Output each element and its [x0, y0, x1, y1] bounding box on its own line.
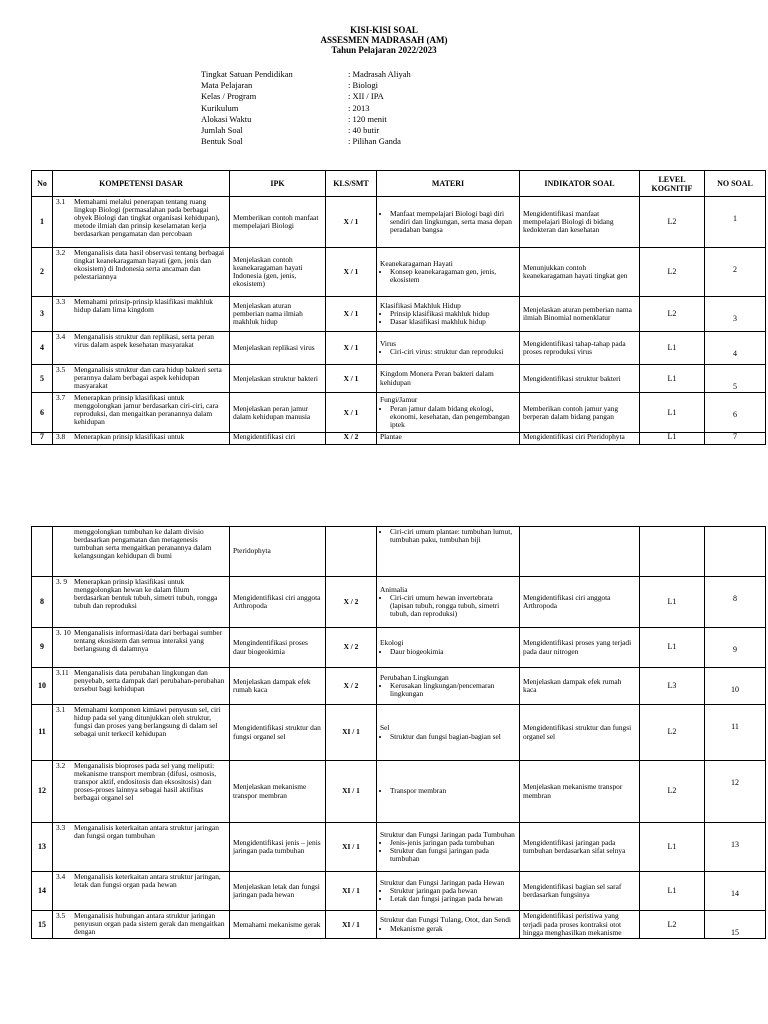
row-number: 11	[32, 705, 53, 761]
indikator-cell: Mengidentifikasi jaringan pada tumbuhan berdasarkan sifat selnya	[520, 823, 640, 872]
row-number: 7	[32, 433, 53, 445]
materi-list	[380, 648, 516, 656]
row-number: 9	[32, 628, 53, 668]
materi-item: • Peran jamur dalam bidang ekologi, ekonomi, kesehatan, dan pengembangan iptek	[390, 405, 516, 429]
table-row	[32, 628, 766, 668]
ipk-cell: Mengidentifikasi struktur dan fungsi organel sel	[230, 705, 326, 761]
materi-cell	[377, 705, 520, 761]
indikator-cell: Mengidentifikasi struktur dan fungsi organel sel	[520, 705, 640, 761]
table-row	[32, 577, 766, 628]
meta-row	[201, 91, 411, 102]
materi-title: Keanekaragaman Hayati	[380, 258, 453, 268]
meta-label: Tingkat Satuan Pendidikan	[201, 69, 293, 79]
no-soal-cell: 14	[705, 872, 766, 911]
materi-item: • Manfaat mempelajari Biologi bagi diri sendiri dan lingkungan, serta masa depan peradaban bangsa	[390, 210, 516, 234]
kd-text: Memahami melalui penerapan tentang ruang lingkup Biologi (permasalahan pada berbagai obyek Biologi dan tingkat organisasi kehidupan), metode ilmiah dan prinsip keselamatan kerja berdasarkan pengamatan dan percobaan	[74, 197, 220, 239]
table-row	[32, 668, 766, 705]
doc-subtitle: ASSESMEN MADRASAH (AM)	[320, 35, 448, 45]
kompetensi-dasar-cell	[53, 527, 230, 577]
kd-number: 3.5	[56, 911, 66, 920]
level-kognitif-cell: L1	[640, 823, 705, 872]
kls-smt-cell: XI / 1	[326, 705, 377, 761]
level-kognitif-cell: L2	[640, 197, 705, 248]
kompetensi-dasar-cell	[53, 872, 230, 911]
meta-label: Alokasi Waktu	[201, 113, 252, 124]
row-number: 15	[32, 911, 53, 939]
no-soal-cell: 11	[705, 705, 766, 761]
ipk-cell: Mengidentifikasi ciri	[230, 433, 326, 445]
level-kognitif-cell: L1	[640, 577, 705, 628]
no-soal-cell	[705, 527, 766, 577]
indikator-cell: Menjelaskan mekanisme transpor membran	[520, 761, 640, 823]
kls-smt-cell: XI / 1	[326, 823, 377, 872]
ipk-cell: Mengindentifikasi proses daur biogeokimia	[230, 628, 326, 668]
col-no: No	[32, 171, 53, 197]
materi-list	[380, 839, 516, 863]
level-kognitif-cell: L1	[640, 872, 705, 911]
materi-title: Perubahan Lingkungan	[380, 672, 449, 682]
materi-title: Struktur dan Fungsi Jaringan pada Hewan	[380, 877, 505, 887]
kls-smt-cell: X / 1	[326, 393, 377, 433]
doc-title: KISI-KISI SOAL	[350, 25, 418, 35]
meta-value: : 40 butir	[348, 125, 380, 136]
meta-value: : 2013	[348, 102, 370, 113]
col-materi: MATERI	[377, 171, 520, 197]
meta-label: Mata Pelajaran	[201, 80, 253, 91]
level-kognitif-cell: L2	[640, 248, 705, 297]
materi-item: • Letak dan fungsi jaringan pada hewan	[390, 895, 516, 903]
materi-cell	[377, 197, 520, 248]
materi-list	[380, 268, 516, 284]
materi-list	[380, 787, 516, 795]
kd-text: Menganalisis struktur dan cara hidup bakteri serta perannya dalam berbagai aspek kehidupan masyarakat	[74, 365, 222, 391]
kompetensi-dasar-cell	[53, 332, 230, 365]
ipk-cell: Menjelaskan contoh keanekaragaman hayati Indonesia (gen, jenis, ekosistem)	[230, 248, 326, 297]
materi-cell	[377, 577, 520, 628]
row-number: 2	[32, 248, 53, 297]
indikator-cell: Menjelaskan dampak efek rumah kaca	[520, 668, 640, 705]
ipk-cell: Menjelaskan replikasi virus	[230, 332, 326, 365]
table-row	[32, 823, 766, 872]
meta-label: Kelas / Program	[201, 91, 257, 102]
row-number	[32, 527, 53, 577]
level-kognitif-cell: L1	[640, 628, 705, 668]
kd-text: Menganalisis bioproses pada sel yang meliputi: mekanisme transport membran (difusi, osmosis, transpor aktif, endositosis dan eksositosis) dan proses-proses lainnya sebagai hasil aktifitas berbagai organel sel	[74, 761, 217, 803]
kd-text: Menerapkan prinsip klasifikasi untuk menggolongkan jamur berdasarkan ciri-ciri, cara reproduksi, dan mengaitkan peranannya dalam kehidupan	[74, 393, 219, 427]
no-soal-cell: 4	[705, 332, 766, 365]
ipk-cell: Menjelaskan peran jamur dalam kehidupan manusia	[230, 393, 326, 433]
kd-number: 3.1	[56, 705, 66, 714]
kls-smt-cell	[326, 527, 377, 577]
meta-label: Jumlah Soal	[201, 125, 243, 136]
materi-list	[380, 348, 516, 356]
table-row	[32, 365, 766, 393]
indikator-cell: Mengidentifikasi ciri Pteridophyta	[520, 433, 640, 445]
materi-item: • Konsep keanekaragaman gen, jenis, ekosistem	[390, 268, 516, 284]
level-kognitif-cell: L2	[640, 761, 705, 823]
no-soal-cell: 5	[705, 365, 766, 393]
indikator-cell: Menunjukkan contoh keanekaragaman hayati tingkat gen	[520, 248, 640, 297]
kd-number: 3.2	[56, 248, 66, 257]
materi-cell	[377, 823, 520, 872]
materi-list	[380, 594, 516, 618]
materi-list	[380, 210, 516, 234]
indikator-cell: Mengidentifikasi manfaat mempelajari Biologi di bidang kedokteran dan kesehatan	[520, 197, 640, 248]
no-soal-cell: 1	[705, 197, 766, 248]
table-row	[32, 705, 766, 761]
meta-row	[201, 114, 411, 125]
col-kompetensi-dasar: KOMPETENSI DASAR	[53, 171, 230, 197]
meta-label: Bentuk Soal	[201, 136, 243, 147]
materi-list	[380, 682, 516, 698]
kls-smt-cell: XI / 1	[326, 911, 377, 939]
col-no-soal: NO SOAL	[705, 171, 766, 197]
materi-cell	[377, 872, 520, 911]
indikator-cell: Mengidentifikasi bagian sel saraf berdasarkan fungsinya	[520, 872, 640, 911]
materi-item: • Kerusakan lingkungan/pencemaran lingkungan	[390, 682, 516, 698]
meta-value: : Madrasah Aliyah	[348, 69, 411, 79]
no-soal-cell: 9	[705, 628, 766, 668]
kd-number: 3. 9	[56, 577, 68, 586]
kompetensi-dasar-cell	[53, 628, 230, 668]
ipk-cell: Menjelaskan dampak efek rumah kaca	[230, 668, 326, 705]
materi-item: • Jenis-jenis jaringan pada tumbuhan	[390, 839, 516, 847]
row-number: 4	[32, 332, 53, 365]
level-kognitif-cell: L1	[640, 332, 705, 365]
ipk-cell: Memahami mekanisme gerak	[230, 911, 326, 939]
kd-text: Menganalisis struktur dan replikasi, serta peran virus dalam aspek kesehatan masyarakat	[74, 332, 214, 350]
materi-item: • Mekanisme gerak	[390, 925, 516, 933]
indikator-cell: Memberikan contoh jamur yang berperan dalam bidang pangan	[520, 393, 640, 433]
kls-smt-cell: X / 2	[326, 433, 377, 445]
kd-text: Memahami prinsip-prinsip klasifikasi makhluk hidup dalam lima kingdom	[74, 297, 213, 315]
ipk-cell: Menjelaskan aturan pemberian nama ilmiah makhluk hidup	[230, 297, 326, 332]
materi-title: Struktur dan Fungsi Tulang, Otot, dan Sendi	[380, 915, 511, 925]
kompetensi-dasar-cell	[53, 705, 230, 761]
materi-list	[380, 405, 516, 429]
materi-title: Virus	[380, 338, 396, 348]
row-number: 8	[32, 577, 53, 628]
materi-item: • Ciri-ciri virus: struktur dan reproduksi	[390, 348, 516, 356]
kompetensi-dasar-cell	[53, 761, 230, 823]
materi-cell	[377, 628, 520, 668]
meta-value: : 120 menit	[348, 113, 387, 124]
row-number: 3	[32, 297, 53, 332]
materi-list	[380, 733, 516, 741]
kls-smt-cell: X / 2	[326, 628, 377, 668]
row-number: 10	[32, 668, 53, 705]
indikator-cell: Mengidentifikasi peristiwa yang terjadi pada proses kontraksi otot hingga menghasilkan mekanisme	[520, 911, 640, 939]
kompetensi-dasar-cell	[53, 577, 230, 628]
indikator-cell: Mengidentifikasi struktur bakteri	[520, 365, 640, 393]
materi-list	[380, 528, 516, 544]
kd-text: menggolongkan tumbuhan ke dalam divisio berdasarkan pengamatan dan metagenesis tumbuhan serta mengaitkan peranannya dalam kelangsungan kehidupan di bumi	[74, 527, 212, 561]
meta-value: : Biologi	[348, 80, 378, 91]
kd-number: 3. 10	[56, 628, 71, 637]
level-kognitif-cell: L3	[640, 668, 705, 705]
kls-smt-cell: X / 1	[326, 248, 377, 297]
kd-number: 3.4	[56, 872, 66, 881]
materi-cell	[377, 911, 520, 939]
ipk-cell: Memberikan contoh manfaat mempelajari Biologi	[230, 197, 326, 248]
materi-title: Animalia	[380, 584, 408, 594]
table-row	[32, 761, 766, 823]
meta-label: Kurikulum	[201, 102, 239, 113]
kompetensi-dasar-cell	[53, 248, 230, 297]
meta-row	[201, 80, 411, 91]
materi-title: Struktur dan Fungsi Jaringan pada Tumbuhan	[380, 829, 515, 839]
no-soal-cell: 12	[705, 761, 766, 823]
materi-title: Kingdom Monera Peran bakteri dalam kehidupan	[380, 369, 494, 387]
no-soal-cell: 7	[705, 433, 766, 445]
level-kognitif-cell: L1	[640, 393, 705, 433]
materi-cell	[377, 527, 520, 577]
ipk-cell: Menjelaskan letak dan fungsi jaringan pada hewan	[230, 872, 326, 911]
kls-smt-cell: X / 1	[326, 297, 377, 332]
row-number: 13	[32, 823, 53, 872]
meta-row	[201, 125, 411, 136]
kompetensi-dasar-cell	[53, 433, 230, 445]
kls-smt-cell: X / 2	[326, 577, 377, 628]
materi-item: • Daur biogeokimia	[390, 648, 516, 656]
materi-title: Klasifikasi Makhluk Hidup	[380, 300, 461, 310]
kd-text: Menganalisis informasi/data dari berbagai sumber tentang ekosistem dan semua interaksi yang berlangsung di dalamnya	[74, 628, 223, 654]
row-number: 5	[32, 365, 53, 393]
materi-title: Sel	[380, 723, 390, 733]
kd-text: Menerapkan prinsip klasifikasi untuk menggolongkan hewan ke dalam filum berdasarkan bentuk tubuh, simetri tubuh, rongga tubuh dan reproduksi	[74, 577, 218, 611]
kd-text: Memahami komponen kimiawi penyusun sel, ciri hidup pada sel yang ditunjukkan oleh struktur, fungsi dan proses yang berlangsung di dalam sel sebagai unit terkecil kehidupan	[74, 705, 221, 739]
materi-title: Fungi/Jamur	[380, 395, 418, 405]
kls-smt-cell: X / 1	[326, 197, 377, 248]
materi-item: • Struktur jaringan pada hewan	[390, 887, 516, 895]
level-kognitif-cell: L1	[640, 433, 705, 445]
no-soal-cell: 2	[705, 248, 766, 297]
meta-value: : XII / IPA	[348, 91, 384, 102]
no-soal-cell: 6	[705, 393, 766, 433]
table-row	[32, 332, 766, 365]
materi-cell	[377, 668, 520, 705]
kd-text: Menganalisis hubungan antara struktur jaringan penyusun organ pada sistem gerak dan mengaitkan dengan	[74, 911, 225, 937]
kd-text: Menganalisis keterkaitan antara struktur jaringan, letak dan fungsi organ pada hewan	[74, 872, 221, 890]
level-kognitif-cell	[640, 527, 705, 577]
indikator-cell: Mengidentifikasi tahap-tahap pada proses reproduksi virus	[520, 332, 640, 365]
table-row	[32, 248, 766, 297]
level-kognitif-cell: L2	[640, 297, 705, 332]
materi-list	[380, 310, 516, 326]
materi-title: Ekologi	[380, 638, 404, 648]
materi-cell	[377, 761, 520, 823]
row-number: 14	[32, 872, 53, 911]
materi-item: • Ciri-ciri umum plantae: tumbuhan lumut, tumbuhan paku, tumbuhan biji	[390, 528, 516, 544]
ipk-cell: Mengidentifikasi ciri anggota Arthropoda	[230, 577, 326, 628]
kompetensi-dasar-cell	[53, 393, 230, 433]
materi-item: • Prinsip klasifikasi makhluk hidup	[390, 310, 516, 318]
meta-value: : Pilihan Ganda	[348, 136, 401, 147]
kd-text: Menganalisis keterkaitan antara struktur jaringan dan fungsi organ tumbuhan	[74, 823, 219, 841]
table-row	[32, 911, 766, 939]
kompetensi-dasar-cell	[53, 365, 230, 393]
materi-cell	[377, 297, 520, 332]
kompetensi-dasar-cell	[53, 297, 230, 332]
no-soal-cell: 8	[705, 577, 766, 628]
materi-title: Plantae	[380, 432, 402, 442]
kls-smt-cell: XI / 1	[326, 761, 377, 823]
ipk-cell: Pteridophyta	[230, 527, 326, 577]
kd-number: 3.1	[56, 197, 66, 206]
table-row-continuation	[32, 527, 766, 577]
materi-item: • Struktur dan fungsi jaringan pada tumbuhan	[390, 847, 516, 863]
col-kls-smt: KLS/SMT	[326, 171, 377, 197]
kls-smt-cell: X / 2	[326, 668, 377, 705]
ipk-cell: Menjelaskan mekanisme transpor membran	[230, 761, 326, 823]
no-soal-cell: 10	[705, 668, 766, 705]
ipk-cell: Menjelaskan struktur bakteri	[230, 365, 326, 393]
kisi-kisi-table-page-2	[31, 526, 766, 939]
col-indikator-soal: INDIKATOR SOAL	[520, 171, 640, 197]
table-row	[32, 872, 766, 911]
kd-number: 3.2	[56, 761, 66, 770]
meta-row	[201, 136, 411, 147]
row-number: 6	[32, 393, 53, 433]
materi-cell	[377, 365, 520, 393]
materi-cell	[377, 393, 520, 433]
kls-smt-cell: XI / 1	[326, 872, 377, 911]
kd-number: 3.5	[56, 365, 66, 374]
document-meta	[201, 69, 411, 147]
table-row	[32, 297, 766, 332]
col-ipk: IPK	[230, 171, 326, 197]
meta-row	[201, 69, 411, 80]
kompetensi-dasar-cell	[53, 197, 230, 248]
materi-list	[380, 887, 516, 903]
ipk-cell: Mengidentifikasi jenis – jenis jaringan pada tumbuhan	[230, 823, 326, 872]
indikator-cell	[520, 527, 640, 577]
school-year: Tahun Pelajaran 2022/2023	[331, 45, 437, 55]
kd-number: 3.3	[56, 297, 66, 306]
kompetensi-dasar-cell	[53, 911, 230, 939]
kd-text: Menerapkan prinsip klasifikasi untuk	[74, 432, 185, 442]
materi-cell	[377, 248, 520, 297]
indikator-cell: Mengidentifikasi proses yang terjadi pada daur nitrogen	[520, 628, 640, 668]
indikator-cell: Mengidentifikasi ciri anggota Arthropoda	[520, 577, 640, 628]
materi-cell	[377, 433, 520, 445]
kd-number: 3.8	[56, 432, 66, 442]
kompetensi-dasar-cell	[53, 668, 230, 705]
kd-number: 3.7	[56, 393, 66, 403]
no-soal-cell: 13	[705, 823, 766, 872]
materi-cell	[377, 332, 520, 365]
indikator-cell: Menjelaskan aturan pemberian nama ilmiah Binomial nomenklatur	[520, 297, 640, 332]
table-row	[32, 433, 766, 445]
table-header-row	[32, 171, 766, 197]
row-number: 1	[32, 197, 53, 248]
materi-item: • Ciri-ciri umum hewan invertebrata (lapisan tubuh, rongga tubuh, simetri tubuh, dan reproduksi)	[390, 594, 516, 618]
level-kognitif-cell: L1	[640, 365, 705, 393]
level-kognitif-cell: L2	[640, 705, 705, 761]
materi-list	[380, 925, 516, 933]
kd-text: Menganalisis data perubahan lingkungan dan penyebab, serta dampak dari perubahan-perubahan tersebut bagi kehidupan	[74, 668, 225, 694]
kd-number: 3.11	[56, 668, 69, 677]
materi-item: • Struktur dan fungsi bagian-bagian sel	[390, 733, 516, 741]
kls-smt-cell: X / 1	[326, 365, 377, 393]
kd-number: 3.4	[56, 332, 66, 341]
no-soal-cell: 15	[705, 911, 766, 939]
kd-number: 3.3	[56, 823, 66, 832]
level-kognitif-cell: L2	[640, 911, 705, 939]
table-row	[32, 197, 766, 248]
row-number: 12	[32, 761, 53, 823]
meta-row	[201, 103, 411, 114]
kls-smt-cell: X / 1	[326, 332, 377, 365]
table-row	[32, 393, 766, 433]
kompetensi-dasar-cell	[53, 823, 230, 872]
kd-text: Menganalisis data hasil observasi tentang berbagai tingkat keanekaragaman hayati (gen, jenis dan ekosistem) di Indonesia serta ancaman dan pelestariannya	[74, 248, 225, 282]
kisi-kisi-table-page-1	[31, 170, 766, 445]
materi-item: • Dasar klasifikasi makhluk hidup	[390, 318, 516, 326]
materi-item: • Transpor membran	[390, 787, 516, 795]
no-soal-cell: 3	[705, 297, 766, 332]
col-level-kognitif: LEVEL KOGNITIF	[640, 171, 705, 197]
